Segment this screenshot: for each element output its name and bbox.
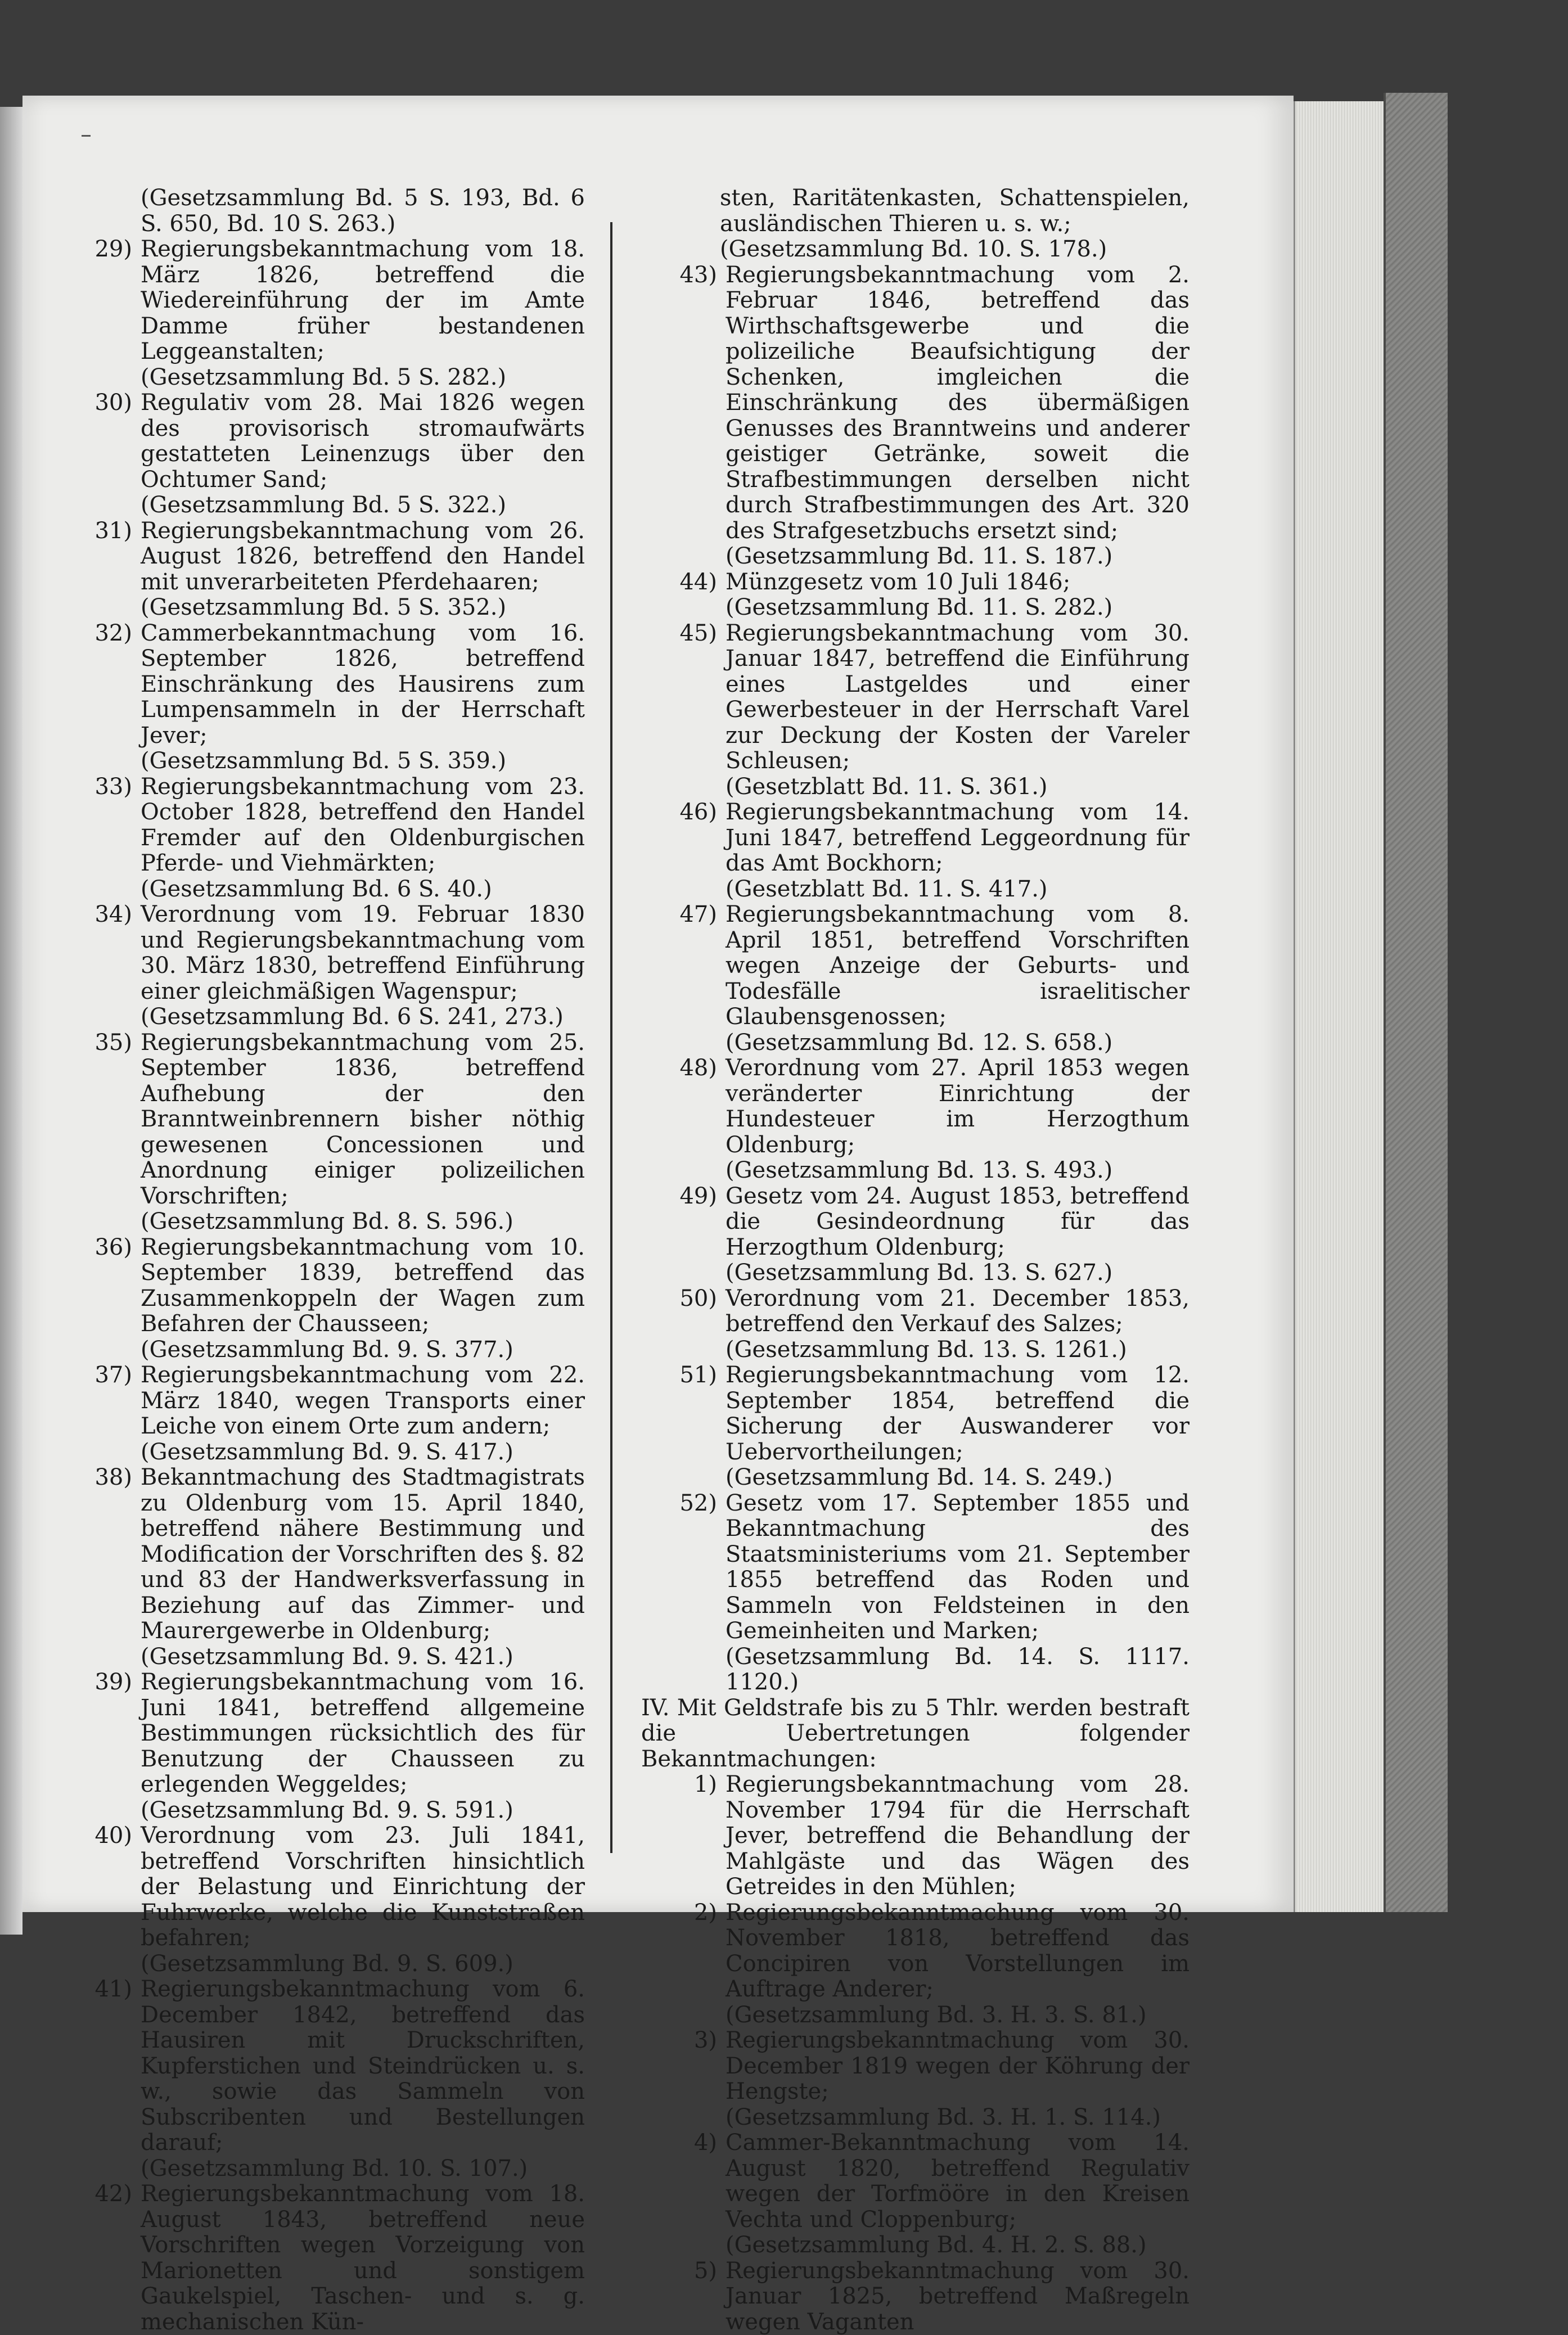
- item-text: Regierungsbekanntmachung vom 22. März 1840, wegen Transports einer Leiche von einem Orte zum andern;: [141, 1363, 585, 1440]
- list-item: [641, 1491, 1189, 1696]
- right-lead-citation: (Gesetzsammlung Bd. 10. S. 178.): [641, 237, 1189, 263]
- list-item: [62, 1030, 585, 1235]
- list-item: [641, 1772, 1189, 1900]
- list-item: [641, 1363, 1189, 1491]
- item-citation: (Gesetzsammlung Bd. 13. S. 627.): [726, 1260, 1189, 1286]
- item-number: 43): [641, 263, 717, 289]
- item-number: 5): [641, 2259, 717, 2284]
- item-number: 48): [641, 1056, 717, 1081]
- list-item: [62, 1465, 585, 1670]
- item-citation: (Gesetzsammlung Bd. 5 S. 282.): [141, 365, 585, 391]
- item-citation: (Gesetzsammlung Bd. 9. S. 377.): [141, 1337, 585, 1363]
- item-citation: (Gesetzsammlung Bd. 5 S. 352.): [141, 595, 585, 621]
- list-item: [641, 263, 1189, 570]
- item-citation: (Gesetzblatt Bd. 11. S. 361.): [726, 774, 1189, 800]
- list-item: [641, 1056, 1189, 1184]
- item-text: Regierungsbekanntmachung vom 14. Juni 1847, betreffend Leggeordnung für das Amt Bockhorn;: [726, 800, 1189, 877]
- list-item: [62, 1670, 585, 1823]
- item-text: Gesetz vom 24. August 1853, betreffend die Gesindeordnung für das Herzogthum Oldenburg;: [726, 1184, 1189, 1261]
- book-cover-edge: [1384, 93, 1448, 1912]
- list-item: [62, 519, 585, 621]
- item-number: 44): [641, 570, 717, 596]
- list-item: [641, 2259, 1189, 2335]
- item-citation: (Gesetzsammlung Bd. 14. S. 249.): [726, 1465, 1189, 1491]
- list-item: [62, 774, 585, 903]
- item-number: 33): [62, 774, 132, 800]
- list-item: [62, 1235, 585, 1363]
- item-citation: (Gesetzsammlung Bd. 13. S. 493.): [726, 1158, 1189, 1184]
- list-item: [641, 2130, 1189, 2259]
- item-citation: (Gesetzsammlung Bd. 12. S. 658.): [726, 1030, 1189, 1056]
- item-citation: (Gesetzsammlung Bd. 5 S. 359.): [141, 749, 585, 774]
- item-text: Regierungsbekanntmachung vom 16. Juni 1841, betreffend allgemeine Bestimmungen rücksichtlich des für Benutzung der Chausseen zu erlegenden Weggeldes;: [141, 1670, 585, 1798]
- item-citation: (Gesetzsammlung Bd. 6 S. 241, 273.): [141, 1004, 585, 1030]
- item-number: 45): [641, 621, 717, 647]
- item-number: 51): [641, 1363, 717, 1389]
- item-number: 31): [62, 519, 132, 544]
- item-text: Regierungsbekanntmachung vom 30. November 1818, betreffend das Concipiren von Vorstellungen im Auftrage Anderer;: [726, 1900, 1189, 2003]
- item-text: Regierungsbekanntmachung vom 30. December 1819 wegen der Köhrung der Hengste;: [726, 2028, 1189, 2105]
- item-text: Regierungsbekanntmachung vom 28. November 1794 für die Herrschaft Jever, betreffend die Behandlung der Mahlgäste und das Wägen des Getreides in den Mühlen;: [726, 1772, 1189, 1900]
- item-citation: (Gesetzsammlung Bd. 3. H. 3. S. 81.): [726, 2003, 1189, 2029]
- item-number: 1): [641, 1772, 717, 1798]
- list-item: [62, 2181, 585, 2335]
- item-number: 34): [62, 902, 132, 928]
- list-item: [641, 2028, 1189, 2130]
- list-item: [641, 1900, 1189, 2029]
- item-text: Regierungsbekanntmachung vom 2. Februar 1846, betreffend das Wirthschaftsgewerbe und die polizeiliche Beaufsichtigung der Schenken, imgleichen die Einschränkung des übermäßigen Genusses des Branntweins und anderer geistiger Getränke, soweit die Strafbestimmungen derselben nicht durch Strafbestimmungen des Art. 320 des Strafgesetzbuchs ersetzt sind;: [726, 263, 1189, 544]
- list-item: [641, 800, 1189, 902]
- item-citation: (Gesetzsammlung Bd. 9. S. 421.): [141, 1644, 585, 1670]
- item-citation: (Gesetzsammlung Bd. 14. S. 1117. 1120.): [726, 1644, 1189, 1696]
- item-text: Gesetz vom 17. September 1855 und Bekanntmachung des Staatsministeriums vom 21. September 1855 betreffend das Roden und Sammeln von Feldsteinen in den Gemeinheiten und Marken;: [726, 1491, 1189, 1644]
- section-iv-heading: IV. Mit Geldstrafe bis zu 5 Thlr. werden bestraft die Uebertretungen folgender Bekanntmachungen:: [641, 1696, 1189, 1773]
- item-text: Cammerbekanntmachung vom 16. September 1826, betreffend Einschränkung des Hausirens zum Lumpensammeln in der Herrschaft Jever;: [141, 621, 585, 749]
- item-text: Verordnung vom 19. Februar 1830 und Regierungsbekanntmachung vom 30. März 1830, betreffend Einführung einer gleichmäßigen Wagenspur;: [141, 902, 585, 1004]
- item-number: 4): [641, 2130, 717, 2156]
- item-number: 41): [62, 1977, 132, 2003]
- item-number: 40): [62, 1823, 132, 1849]
- item-citation: (Gesetzsammlung Bd. 9. S. 591.): [141, 1798, 585, 1824]
- item-text: Regierungsbekanntmachung vom 25. September 1836, betreffend Aufhebung der den Branntweinbrennern bisher nöthig gewesenen Concessionen und Anordnung einiger polizeilichen Vorschriften;: [141, 1030, 585, 1210]
- item-citation: (Gesetzsammlung Bd. 9. S. 417.): [141, 1440, 585, 1466]
- list-item: [62, 1823, 585, 1977]
- item-text: Verordnung vom 21. December 1853, betreffend den Verkauf des Salzes;: [726, 1286, 1189, 1337]
- list-item: [62, 237, 585, 390]
- list-item: [641, 1184, 1189, 1286]
- item-text: Regierungsbekanntmachung vom 23. October 1828, betreffend den Handel Fremder auf den Oldenburgischen Pferde- und Viehmärkten;: [141, 774, 585, 877]
- item-number: 38): [62, 1465, 132, 1491]
- item-citation: (Gesetzsammlung Bd. 11. S. 282.): [726, 595, 1189, 621]
- item-text: Regierungsbekanntmachung vom 30. Januar 1825, betreffend Maßregeln wegen Vaganten: [726, 2259, 1189, 2335]
- column-rule: [610, 222, 612, 1853]
- item-citation: (Gesetzsammlung Bd. 9. S. 609.): [141, 1951, 585, 1977]
- item-citation: (Gesetzsammlung Bd. 3. H. 1. S. 114.): [726, 2105, 1189, 2131]
- item-text: Regierungsbekanntmachung vom 6. December 1842, betreffend das Hausiren mit Druckschriften, Kupferstichen und Steindrücken u. s. w., sowie das Sammeln von Subscribenten und Bestellungen darauf;: [141, 1977, 585, 2156]
- item-text: Regulativ vom 28. Mai 1826 wegen des provisorisch stromaufwärts gestatteten Leinenzugs über den Ochtumer Sand;: [141, 390, 585, 493]
- item-citation: (Gesetzsammlung Bd. 11. S. 187.): [726, 544, 1189, 570]
- right-lead-text: sten, Raritätenkasten, Schattenspielen, ausländischen Thieren u. s. w.;: [641, 186, 1189, 237]
- item-number: 52): [641, 1491, 717, 1517]
- list-item: [62, 1363, 585, 1465]
- list-item: [62, 902, 585, 1030]
- item-number: 35): [62, 1030, 132, 1056]
- page-block-edges: [1294, 101, 1385, 1912]
- item-text: Regierungsbekanntmachung vom 12. September 1854, betreffend die Sicherung der Auswanderer vor Uebervortheilungen;: [726, 1363, 1189, 1465]
- item-number: 29): [62, 237, 132, 263]
- list-item: [62, 621, 585, 774]
- item-number: 47): [641, 902, 717, 928]
- item-text: Regierungsbekanntmachung vom 18. August 1843, betreffend neue Vorschriften wegen Vorzeigung von Marionetten und sonstigem Gaukelspiel, Taschen- und s. g. mechanischen Kün-: [141, 2181, 585, 2335]
- page-mark-top: [82, 135, 91, 137]
- previous-page-edge: [0, 107, 22, 1935]
- item-citation: (Gesetzblatt Bd. 11. S. 417.): [726, 877, 1189, 903]
- item-number: 37): [62, 1363, 132, 1389]
- item-text: Verordnung vom 27. April 1853 wegen veränderter Einrichtung der Hundesteuer im Herzogthum Oldenburg;: [726, 1056, 1189, 1158]
- item-text: Regierungsbekanntmachung vom 30. Januar 1847, betreffend die Einführung eines Lastgeldes und einer Gewerbesteuer in der Herrschaft Varel zur Deckung der Kosten der Vareler Schleusen;: [726, 621, 1189, 774]
- item-text: Regierungsbekanntmachung vom 10. September 1839, betreffend das Zusammenkoppeln der Wagen zum Befahren der Chausseen;: [141, 1235, 585, 1337]
- item-number: 46): [641, 800, 717, 826]
- item-text: Verordnung vom 23. Juli 1841, betreffend Vorschriften hinsichtlich der Belastung und Einrichtung der Fuhrwerke, welche die Kunststraßen befahren;: [141, 1823, 585, 1951]
- item-number: 3): [641, 2028, 717, 2054]
- item-citation: (Gesetzsammlung Bd. 10. S. 107.): [141, 2156, 585, 2182]
- left-lead-citation: (Gesetzsammlung Bd. 5 S. 193, Bd. 6 S. 650, Bd. 10 S. 263.): [62, 186, 585, 237]
- item-number: 49): [641, 1184, 717, 1210]
- item-text: Regierungsbekanntmachung vom 18. März 1826, betreffend die Wiedereinführung der im Amte Damme früher bestandenen Leggeanstalten;: [141, 237, 585, 365]
- item-citation: (Gesetzsammlung Bd. 4. H. 2. S. 88.): [726, 2233, 1189, 2259]
- item-text: Münzgesetz vom 10 Juli 1846;: [726, 570, 1189, 596]
- item-number: 42): [62, 2181, 132, 2207]
- item-citation: (Gesetzsammlung Bd. 6 S. 40.): [141, 877, 585, 903]
- item-text: Cammer-Bekanntmachung vom 14. August 1820, betreffend Regulativ wegen der Torfmööre in den Kreisen Vechta und Cloppenburg;: [726, 2130, 1189, 2233]
- list-item: [641, 902, 1189, 1056]
- item-number: 30): [62, 390, 132, 416]
- list-item: [641, 1286, 1189, 1363]
- item-number: 32): [62, 621, 132, 647]
- right-column: [641, 186, 1189, 2335]
- item-number: 39): [62, 1670, 132, 1696]
- item-number: 50): [641, 1286, 717, 1312]
- item-text: Bekanntmachung des Stadtmagistrats zu Oldenburg vom 15. April 1840, betreffend nähere Bestimmung und Modification der Vorschriften des §. 82 und 83 der Handwerksverfassung in Beziehung auf das Zimmer- und Maurergewerbe in Oldenburg;: [141, 1465, 585, 1644]
- item-text: Regierungsbekanntmachung vom 8. April 1851, betreffend Vorschriften wegen Anzeige der Geburts- und Todesfälle israelitischer Glaubensgenossen;: [726, 902, 1189, 1030]
- item-text: Regierungsbekanntmachung vom 26. August 1826, betreffend den Handel mit unverarbeiteten Pferdehaaren;: [141, 519, 585, 596]
- section-iv-list: [641, 1772, 1189, 2335]
- list-item: [62, 390, 585, 519]
- item-citation: (Gesetzsammlung Bd. 5 S. 322.): [141, 493, 585, 519]
- list-item: [641, 621, 1189, 800]
- list-item: [641, 570, 1189, 621]
- left-column: [62, 186, 585, 2335]
- item-number: 2): [641, 1900, 717, 1926]
- item-citation: (Gesetzsammlung Bd. 8. S. 596.): [141, 1209, 585, 1235]
- list-item: [62, 1977, 585, 2181]
- item-number: 36): [62, 1235, 132, 1261]
- item-citation: (Gesetzsammlung Bd. 13. S. 1261.): [726, 1337, 1189, 1363]
